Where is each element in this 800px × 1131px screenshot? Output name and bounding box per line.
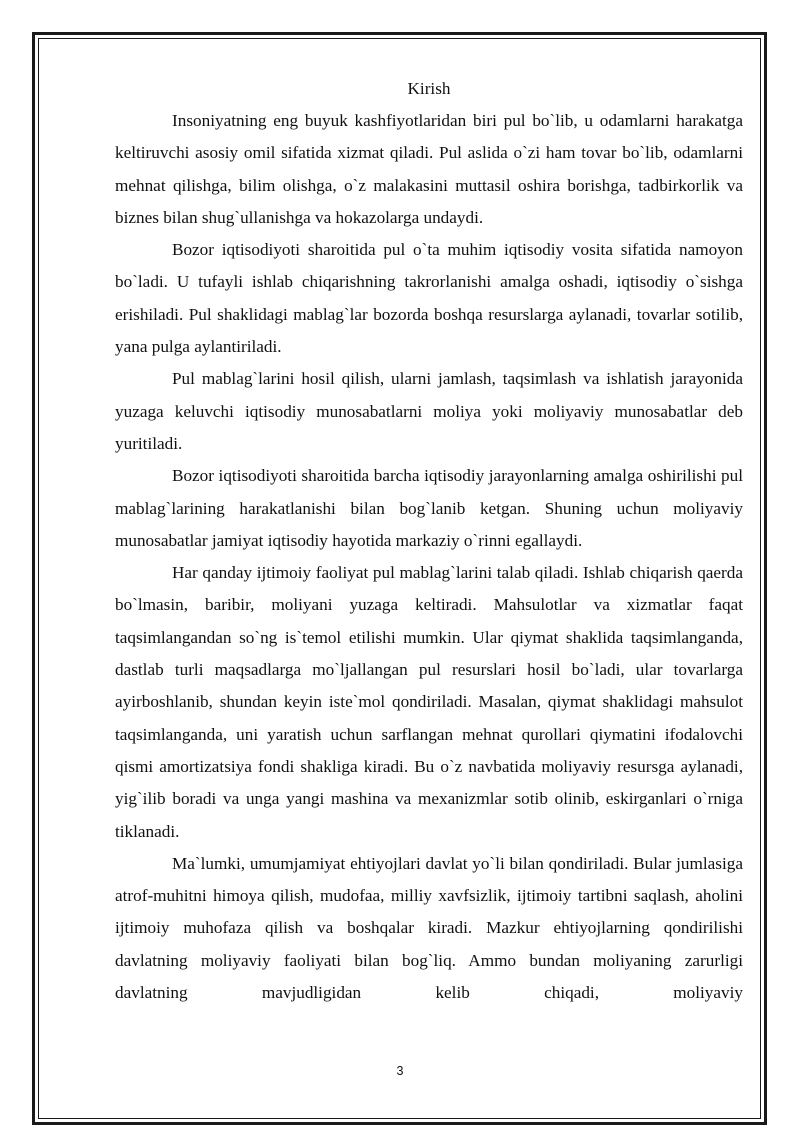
paragraph-6: Ma`lumki, umumjamiyat ehtiyojlari davlat yo`li bilan qondiriladi. Bular jumlasiga atrof-muhitni himoya qilish, mudofaa, milliy xavfsizlik, ijtimoiy tartibni saqlash, aholini ijtimoiy muhofaza qilish va boshqalar kiradi. Mazkur ehtiyojlarning qondirilishi davlatning moliyaviy faoliyati bilan bog`liq. Ammo bundan moliyaning zarurligi davlatning mavjudligidan kelib chiqadi, moliyaviy xyxy=(115,853,743,1003)
paragraph-4: Bozor iqtisodiyoti sharoitida barcha iqtisodiy jarayonlarning amalga oshirilishi pul mablag`larining harakatlanishi bilan bog`lanib ketgan. Shuning uchun moliyaviy munosabatlar jamiyat iqtisodiy hayotida markaziy o`rinni egallaydi. xyxy=(115,466,743,550)
paragraph-1: Insoniyatning eng buyuk kashfiyotlaridan biri pul bo`lib, u odamlarni harakatga keltiruvchi asosiy omil sifatida xizmat qiladi. Pul aslida o`zi ham tovar bo`lib, odamlarni mehnat qilishga, bilim olishga, o`z malakasini muttasil oshira borishga, tadbirkorlik va biznes bilan shug`ullanishga va hokazolarga undaydi. xyxy=(115,111,743,227)
paragraph-2: Bozor iqtisodiyoti sharoitida pul o`ta muhim iqtisodiy vosita sifatida namoyon bo`ladi. U tufayli ishlab chiqarishning takrorlanishi amalga oshadi, iqtisodiy o`sishga erishiladi. Pul shaklidagi mablag`lar bozorda boshqa resurslarga aylanadi, tovarlar sotilib, yana pulga aylantiriladi. xyxy=(115,240,743,357)
paragraph-5: Har qanday ijtimoiy faoliyat pul mablag`larini talab qiladi. Ishlab chiqarish qaerda bo`lmasin, baribir, moliyani yuzaga keltiradi. Mahsulotlar va xizmatlar faqat taqsimlangandan so`ng is`temol etilishi mumkin. Ular qiymat shaklida taqsimlanganda, dastlab turli maqsadlarga mo`ljallangan pul resurslari hosil bo`ladi, ular tovarlarga ayirboshlanib, shundan keyin iste`mol qondiriladi. Masalan, qiymat shaklidagi mahsulot taqsimlanganda, uni yaratish uchun sarflangan mehnat qurollari qiymatini ifodalovchi qismi amortizatsiya fondi shakliga kiradi. Bu o`z navbatida moliyaviy resursga aylanadi, yig`ilib boradi va unga yangi mashina va mexanizmlar sotib olinib, eskirganlari o`rniga tiklanadi. xyxy=(115,563,743,841)
page-number: 3 xyxy=(396,1064,404,1078)
paragraph-3: Pul mablag`larini hosil qilish, ularni jamlash, taqsimlash va ishlatish jarayonida yuzaga keluvchi iqtisodiy munosabatlarni moliya yoki moliyaviy munosabatlar deb yuritiladi. xyxy=(115,369,743,453)
section-title: Kirish xyxy=(407,79,451,98)
document-body xyxy=(115,72,743,1009)
